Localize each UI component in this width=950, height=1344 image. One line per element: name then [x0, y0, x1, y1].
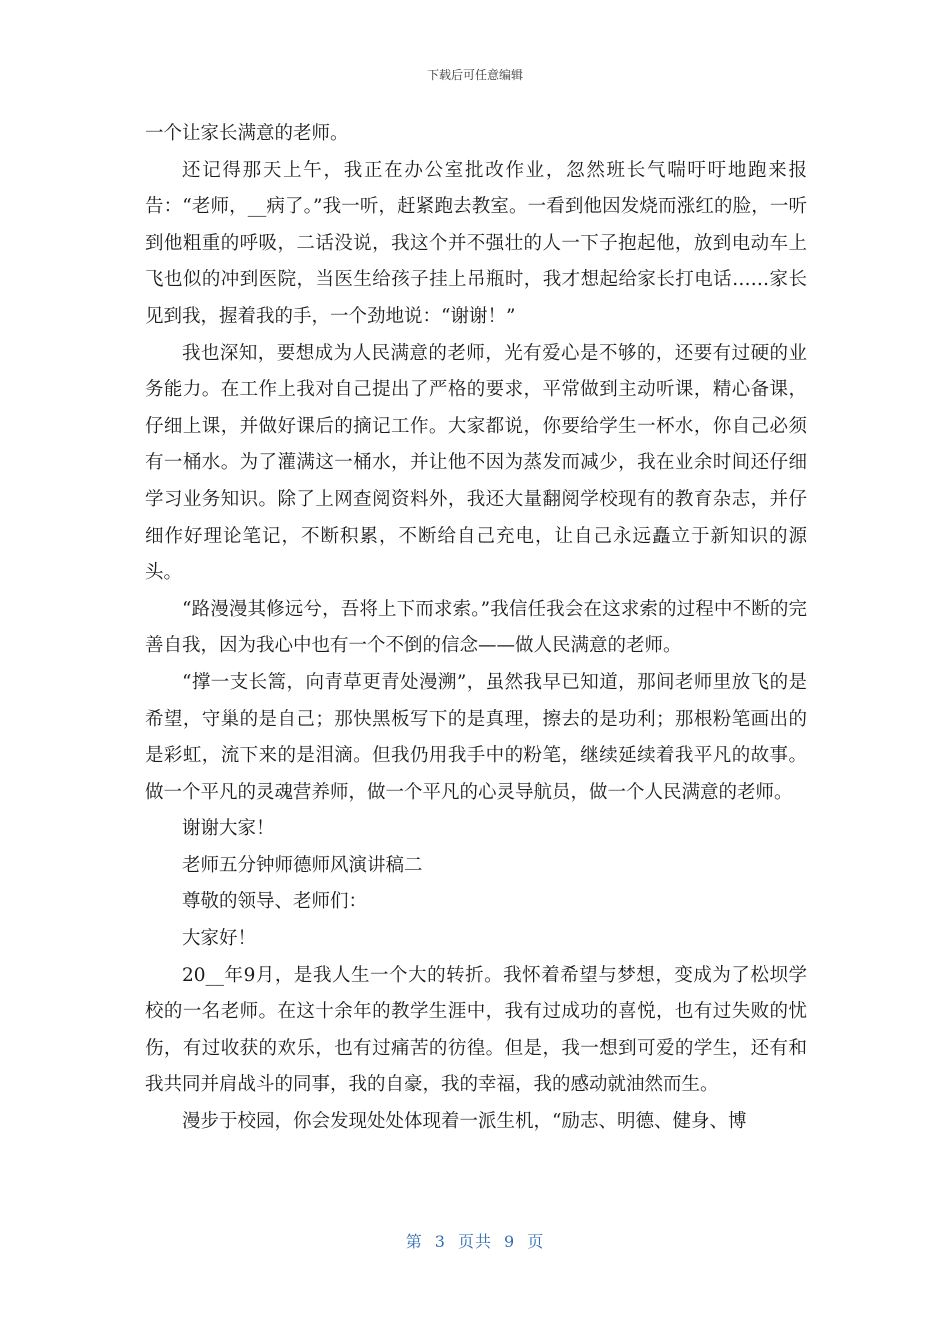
paragraph: 20__年9月，是我人生一个大的转折。我怀着希望与梦想，变成为了松坝学校的一名老师。在这十余年的教学生涯中，我有过成功的喜悦，也有过失败的忧伤，有过收获的欢乐，也有过痛苦的彷徨。但是，我一想到可爱的学生，还有和我共同并肩战斗的同事，我的自豪，我的幸福，我的感动就油然而生。: [145, 964, 807, 1096]
page-footer: [0, 1229, 950, 1252]
paragraph: “路漫漫其修远兮，吾将上下而求索。”我信任我会在这求索的过程中不断的完善自我，因为我心中也有一个不倒的信念——做人民满意的老师。: [145, 598, 807, 657]
salutation: 尊敬的领导、老师们：: [182, 891, 368, 913]
footer-suffix: 页: [527, 1232, 545, 1251]
paragraph: 我也深知，要想成为人民满意的老师，光有爱心是不够的，还要有过硬的业务能力。在工作上我对自己提出了严格的要求，平常做到主动听课，精心备课，仔细上课，并做好课后的摘记工作。大家都说，你要给学生一杯水，你自己必须有一桶水。为了灌满这一桶水，并让他不因为蒸发而减少，我在业余时间还仔细学习业务知识。除了上网查阅资料外，我还大量翻阅学校现有的教育杂志，并仔细作好理论笔记，不断积累，不断给自己充电，让自己永远矗立于新知识的源头。: [145, 342, 807, 584]
page-header: 下载后可任意编辑: [426, 68, 523, 82]
footer-middle: 页共: [457, 1232, 492, 1251]
paragraph: 谢谢大家！: [182, 818, 275, 840]
paragraph: 一个让家长满意的老师。: [145, 123, 349, 144]
paragraph: 漫步于校园，你会发现处处体现着一派生机，“励志、明德、健身、博: [182, 1111, 747, 1133]
paragraph: “撑一支长篙，向青草更青处漫溯”，虽然我早已知道，那间老师里放飞的是希望，守巢的是自己；那快黑板写下的是真理，擦去的是功利；那根粉笔画出的是彩虹，流下来的是泪滴。但我仍用我手中的粉笔，继续延续着我平凡的故事。做一个平凡的灵魂营养师，做一个平凡的心灵导航员，做一个人民满意的老师。: [145, 671, 807, 803]
footer-page-number: 3: [434, 1232, 446, 1251]
greeting: 大家好！: [182, 928, 257, 950]
footer-total-pages: 9: [504, 1232, 516, 1251]
document-body: [145, 116, 807, 1141]
paragraph: 还记得那天上午，我正在办公室批改作业，忽然班长气喘吁吁地跑来报告：“老师，__病了。”我一听，赶紧跑去教室。一看到他因发烧而涨红的脸，一听到他粗重的呼吸，二话没说，我这个并不强壮的人一下子抱起他，放到电动车上飞也似的冲到医院，当医生给孩子挂上吊瓶时，我才想起给家长打电话……家长见到我，握着我的手，一个劲地说：“谢谢！”: [145, 159, 807, 327]
footer-prefix: 第: [405, 1232, 423, 1251]
section-heading: 老师五分钟师德师风演讲稿二: [182, 854, 423, 876]
